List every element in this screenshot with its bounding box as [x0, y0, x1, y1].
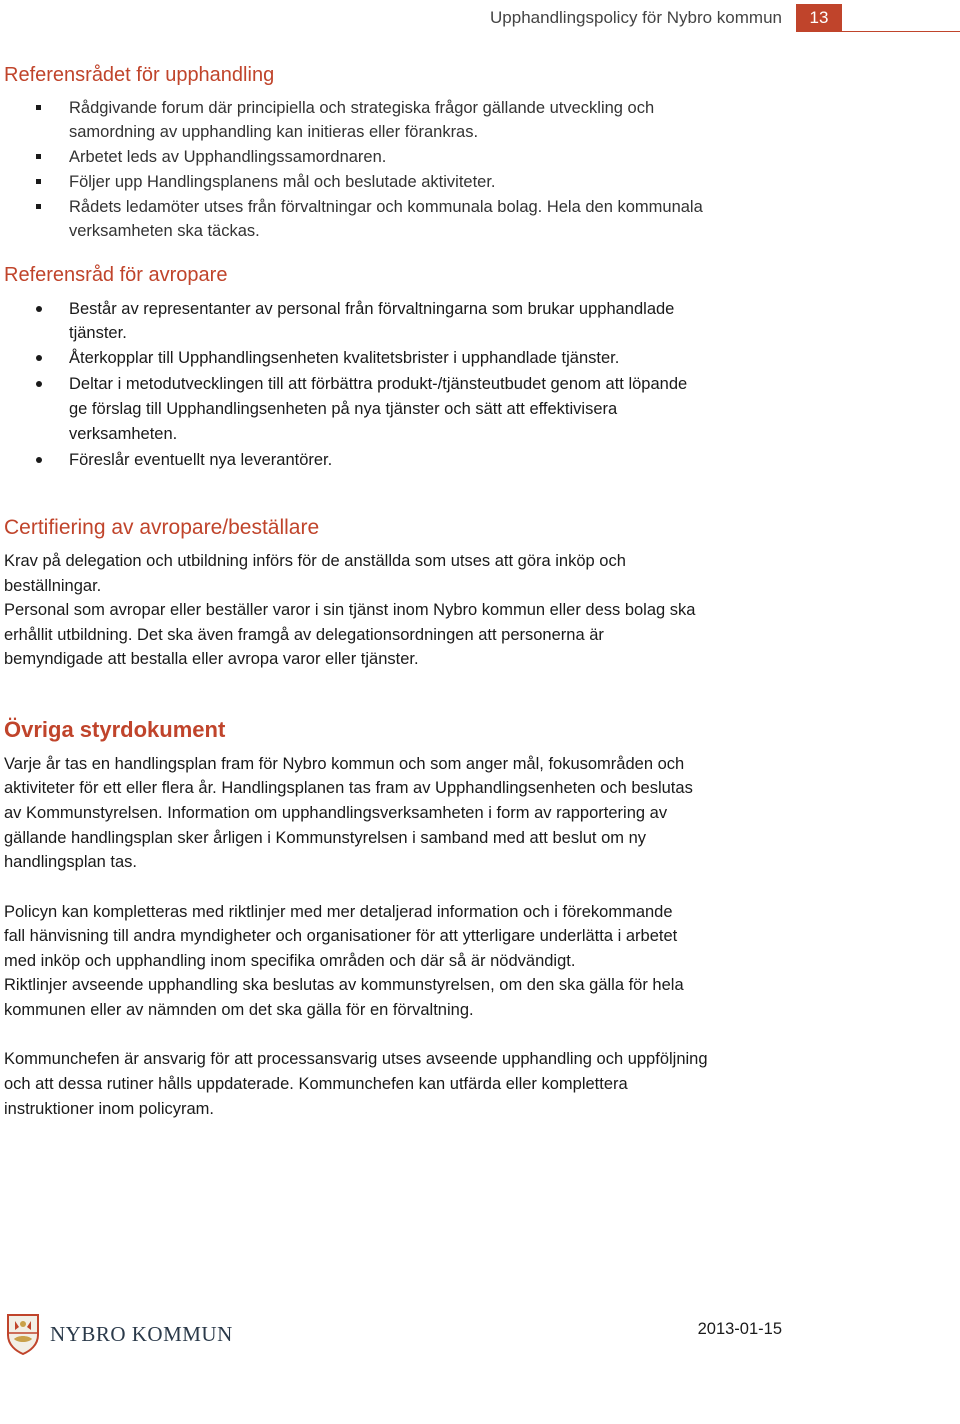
bullet [36, 381, 42, 387]
heading-referensrad-avropare: Referensråd för avropare [4, 264, 228, 286]
text-line: handlingsplan tas. [4, 853, 138, 871]
text-line: bemyndigade att bestalla eller avropa varor eller tjänster. [4, 650, 419, 668]
text-line: fall hänvisning till andra myndigheter och organisationer för att ytterligare underlätta i arbetet [4, 927, 678, 945]
text-line: Arbetet leds av Upphandlingssamordnaren. [69, 148, 387, 166]
text-line: kommunen eller av nämnden om det ska gälla för en förvaltning. [4, 1001, 474, 1019]
logo-text: NYBRO KOMMUN [50, 1321, 233, 1346]
text-line: Kommunchefen är ansvarig för att processansvarig utses avseende upphandling och uppföljning [4, 1050, 708, 1068]
text-line: Riktlinjer avseende upphandling ska beslutas av kommunstyrelsen, om den ska gälla för hela [4, 976, 684, 994]
text-line: verksamheten ska täckas. [69, 222, 260, 240]
text-line: Deltar i metodutvecklingen till att förbättra produkt-/tjänsteutbudet genom att löpande [69, 375, 688, 393]
text-line: Rådgivande forum där principiella och strategiska frågor gällande utveckling och [69, 99, 655, 117]
page-number: 13 [796, 4, 842, 32]
heading-certifiering: Certifiering av avropare/beställare [4, 516, 320, 539]
bullet [36, 204, 41, 209]
heading-ovriga-styrdokument: Övriga styrdokument [4, 717, 226, 742]
bullet [36, 179, 41, 184]
text-line: Varje år tas en handlingsplan fram för Nybro kommun och som anger mål, fokusområden och [4, 755, 685, 773]
bullet [36, 105, 41, 110]
text-line: erhållit utbildning. Det ska även framgå av delegationsordningen att personerna är [4, 626, 604, 644]
header-rule [842, 31, 960, 32]
text-line: och att dessa rutiner hålls uppdaterade. Kommunchefen kan utfärda eller komplettera [4, 1075, 628, 1093]
text-line: Krav på delegation och utbildning införs för de anställda som utses att göra inköp och [4, 552, 626, 570]
bullet [36, 154, 41, 159]
text-line: Föreslår eventuellt nya leverantörer. [69, 451, 333, 469]
bullet [36, 355, 42, 361]
text-line: Personal som avropar eller beställer varor i sin tjänst inom Nybro kommun eller dess bolag ska [4, 601, 696, 619]
text-line: samordning av upphandling kan initieras eller förankras. [69, 123, 479, 141]
text-line: instruktioner inom policyram. [4, 1100, 214, 1118]
footer-logo [6, 1313, 233, 1355]
bullet [36, 457, 42, 463]
document-title: Upphandlingspolicy för Nybro kommun [490, 8, 782, 27]
page-header [0, 0, 960, 36]
text-line: av Kommunstyrelsen. Information om upphandlingsverksamheten i form av rapportering av [4, 804, 668, 822]
bullet [36, 306, 42, 312]
text-line: med inköp och upphandling inom specifika områden och där så är nödvändigt. [4, 952, 576, 970]
heading-referensradet: Referensrådet för upphandling [4, 64, 275, 86]
text-line: aktiviteter för ett eller flera år. Handlingsplanen tas fram av Upphandlingsenheten och beslutas [4, 779, 693, 797]
text-line: Återkopplar till Upphandlingsenheten kvalitetsbrister i upphandlade tjänster. [69, 349, 620, 367]
text-line: verksamheten. [69, 425, 178, 443]
text-line: Rådets ledamöter utses från förvaltningar och kommunala bolag. Hela den kommunala [69, 198, 703, 216]
text-line: Policyn kan kompletteras med riktlinjer med mer detaljerad information och i förekommande [4, 903, 673, 921]
footer-date: 2013-01-15 [697, 1320, 782, 1338]
text-line: Består av representanter av personal från förvaltningarna som brukar upphandlade [69, 300, 675, 318]
text-line: tjänster. [69, 324, 127, 342]
coat-of-arms-icon [6, 1313, 40, 1355]
text-line: ge förslag till Upphandlingsenheten på nya tjänster och sätt att effektivisera [69, 400, 618, 418]
text-line: gällande handlingsplan sker årligen i Kommunstyrelsen i samband med att beslut om ny [4, 829, 647, 847]
text-line: beställningar. [4, 577, 102, 595]
text-line: Följer upp Handlingsplanens mål och beslutade aktiviteter. [69, 173, 496, 191]
